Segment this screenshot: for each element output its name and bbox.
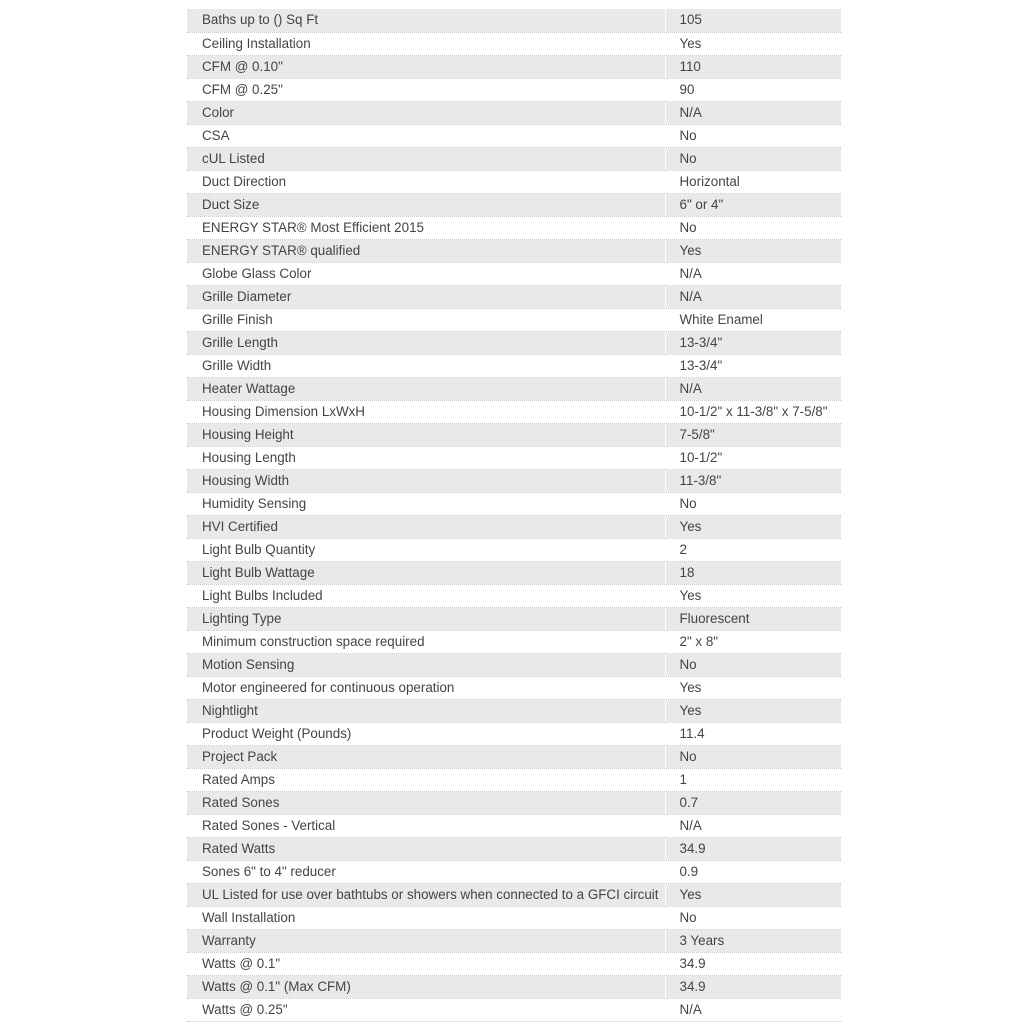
table-row <box>187 952 841 975</box>
spec-name-cell: Warranty <box>187 929 665 952</box>
spec-name-cell: UL Listed for use over bathtubs or showers when connected to a GFCI circuit <box>187 883 665 906</box>
spec-name-cell: Duct Direction <box>187 170 665 193</box>
spec-value-cell: No <box>665 745 841 768</box>
spec-name-cell: Nightlight <box>187 699 665 722</box>
table-row <box>187 55 841 78</box>
spec-name-cell: Wall Installation <box>187 906 665 929</box>
spec-name-cell: Minimum construction space required <box>187 630 665 653</box>
table-row <box>187 561 841 584</box>
spec-value-cell: 7-5/8" <box>665 423 841 446</box>
table-row <box>187 469 841 492</box>
specifications-table <box>187 9 841 1022</box>
spec-name-cell: Rated Sones <box>187 791 665 814</box>
spec-value-cell: 34.9 <box>665 837 841 860</box>
table-row <box>187 377 841 400</box>
table-row <box>187 791 841 814</box>
table-row <box>187 124 841 147</box>
table-row <box>187 9 841 32</box>
spec-name-cell: Ceiling Installation <box>187 32 665 55</box>
table-row <box>187 262 841 285</box>
table-row <box>187 32 841 55</box>
table-row <box>187 538 841 561</box>
spec-name-cell: Lighting Type <box>187 607 665 630</box>
table-row <box>187 285 841 308</box>
spec-value-cell: 34.9 <box>665 952 841 975</box>
spec-value-cell: Horizontal <box>665 170 841 193</box>
table-row <box>187 906 841 929</box>
spec-value-cell: Yes <box>665 676 841 699</box>
spec-name-cell: Sones 6" to 4" reducer <box>187 860 665 883</box>
spec-value-cell: 10-1/2" <box>665 446 841 469</box>
table-row <box>187 492 841 515</box>
table-row <box>187 515 841 538</box>
spec-name-cell: Rated Sones - Vertical <box>187 814 665 837</box>
table-row <box>187 216 841 239</box>
spec-name-cell: Product Weight (Pounds) <box>187 722 665 745</box>
spec-name-cell: Rated Watts <box>187 837 665 860</box>
table-row <box>187 170 841 193</box>
spec-value-cell: Yes <box>665 32 841 55</box>
spec-value-cell: N/A <box>665 285 841 308</box>
spec-value-cell: 3 Years <box>665 929 841 952</box>
spec-value-cell: Yes <box>665 515 841 538</box>
spec-value-cell: N/A <box>665 377 841 400</box>
table-row <box>187 400 841 423</box>
spec-value-cell: White Enamel <box>665 308 841 331</box>
spec-value-cell: 0.7 <box>665 791 841 814</box>
spec-value-cell: 13-3/4" <box>665 354 841 377</box>
spec-value-cell: 1 <box>665 768 841 791</box>
table-row <box>187 653 841 676</box>
spec-value-cell: 110 <box>665 55 841 78</box>
table-row <box>187 998 841 1021</box>
spec-name-cell: Housing Width <box>187 469 665 492</box>
spec-name-cell: Housing Height <box>187 423 665 446</box>
spec-name-cell: ENERGY STAR® Most Efficient 2015 <box>187 216 665 239</box>
table-row <box>187 101 841 124</box>
spec-value-cell: 10-1/2" x 11-3/8" x 7-5/8" <box>665 400 841 423</box>
spec-value-cell: No <box>665 124 841 147</box>
spec-value-cell: 34.9 <box>665 975 841 998</box>
spec-name-cell: CFM @ 0.25" <box>187 78 665 101</box>
spec-value-cell: Yes <box>665 584 841 607</box>
spec-name-cell: Globe Glass Color <box>187 262 665 285</box>
spec-name-cell: CFM @ 0.10" <box>187 55 665 78</box>
table-row <box>187 860 841 883</box>
spec-value-cell: N/A <box>665 262 841 285</box>
spec-name-cell: Color <box>187 101 665 124</box>
table-row <box>187 193 841 216</box>
table-row <box>187 147 841 170</box>
spec-value-cell: No <box>665 492 841 515</box>
spec-value-cell: N/A <box>665 998 841 1021</box>
spec-name-cell: Motion Sensing <box>187 653 665 676</box>
table-row <box>187 768 841 791</box>
table-row <box>187 929 841 952</box>
spec-value-cell: 90 <box>665 78 841 101</box>
spec-name-cell: Duct Size <box>187 193 665 216</box>
spec-name-cell: Project Pack <box>187 745 665 768</box>
table-row <box>187 423 841 446</box>
spec-value-cell: Yes <box>665 699 841 722</box>
spec-name-cell: Rated Amps <box>187 768 665 791</box>
spec-value-cell: 18 <box>665 561 841 584</box>
spec-name-cell: Grille Finish <box>187 308 665 331</box>
table-row <box>187 354 841 377</box>
table-row <box>187 837 841 860</box>
table-row <box>187 814 841 837</box>
table-row <box>187 722 841 745</box>
spec-value-cell: 0.9 <box>665 860 841 883</box>
table-row <box>187 745 841 768</box>
specifications-table-body <box>187 9 841 1021</box>
table-row <box>187 883 841 906</box>
table-row <box>187 78 841 101</box>
spec-name-cell: cUL Listed <box>187 147 665 170</box>
table-row <box>187 331 841 354</box>
table-row <box>187 676 841 699</box>
spec-value-cell: 2 <box>665 538 841 561</box>
spec-value-cell: 13-3/4" <box>665 331 841 354</box>
spec-value-cell: No <box>665 216 841 239</box>
table-row <box>187 630 841 653</box>
table-row <box>187 239 841 262</box>
spec-name-cell: Light Bulb Wattage <box>187 561 665 584</box>
spec-name-cell: Watts @ 0.25" <box>187 998 665 1021</box>
spec-value-cell: N/A <box>665 814 841 837</box>
spec-name-cell: Grille Length <box>187 331 665 354</box>
table-row <box>187 584 841 607</box>
spec-name-cell: Humidity Sensing <box>187 492 665 515</box>
spec-name-cell: Light Bulb Quantity <box>187 538 665 561</box>
table-row <box>187 446 841 469</box>
table-row <box>187 308 841 331</box>
spec-name-cell: Baths up to () Sq Ft <box>187 9 665 32</box>
spec-name-cell: Grille Width <box>187 354 665 377</box>
spec-value-cell: No <box>665 147 841 170</box>
spec-name-cell: Grille Diameter <box>187 285 665 308</box>
spec-value-cell: No <box>665 906 841 929</box>
spec-name-cell: Housing Dimension LxWxH <box>187 400 665 423</box>
spec-value-cell: Yes <box>665 239 841 262</box>
spec-value-cell: 11-3/8" <box>665 469 841 492</box>
spec-value-cell: No <box>665 653 841 676</box>
spec-name-cell: Watts @ 0.1" <box>187 952 665 975</box>
table-row <box>187 699 841 722</box>
spec-name-cell: Heater Wattage <box>187 377 665 400</box>
table-row <box>187 607 841 630</box>
spec-name-cell: CSA <box>187 124 665 147</box>
table-row <box>187 975 841 998</box>
spec-value-cell: Yes <box>665 883 841 906</box>
spec-value-cell: Fluorescent <box>665 607 841 630</box>
spec-name-cell: Watts @ 0.1" (Max CFM) <box>187 975 665 998</box>
spec-value-cell: 11.4 <box>665 722 841 745</box>
spec-name-cell: Housing Length <box>187 446 665 469</box>
spec-value-cell: 105 <box>665 9 841 32</box>
spec-value-cell: 2" x 8" <box>665 630 841 653</box>
spec-value-cell: 6" or 4" <box>665 193 841 216</box>
spec-name-cell: ENERGY STAR® qualified <box>187 239 665 262</box>
spec-name-cell: Light Bulbs Included <box>187 584 665 607</box>
spec-name-cell: Motor engineered for continuous operation <box>187 676 665 699</box>
spec-name-cell: HVI Certified <box>187 515 665 538</box>
spec-value-cell: N/A <box>665 101 841 124</box>
